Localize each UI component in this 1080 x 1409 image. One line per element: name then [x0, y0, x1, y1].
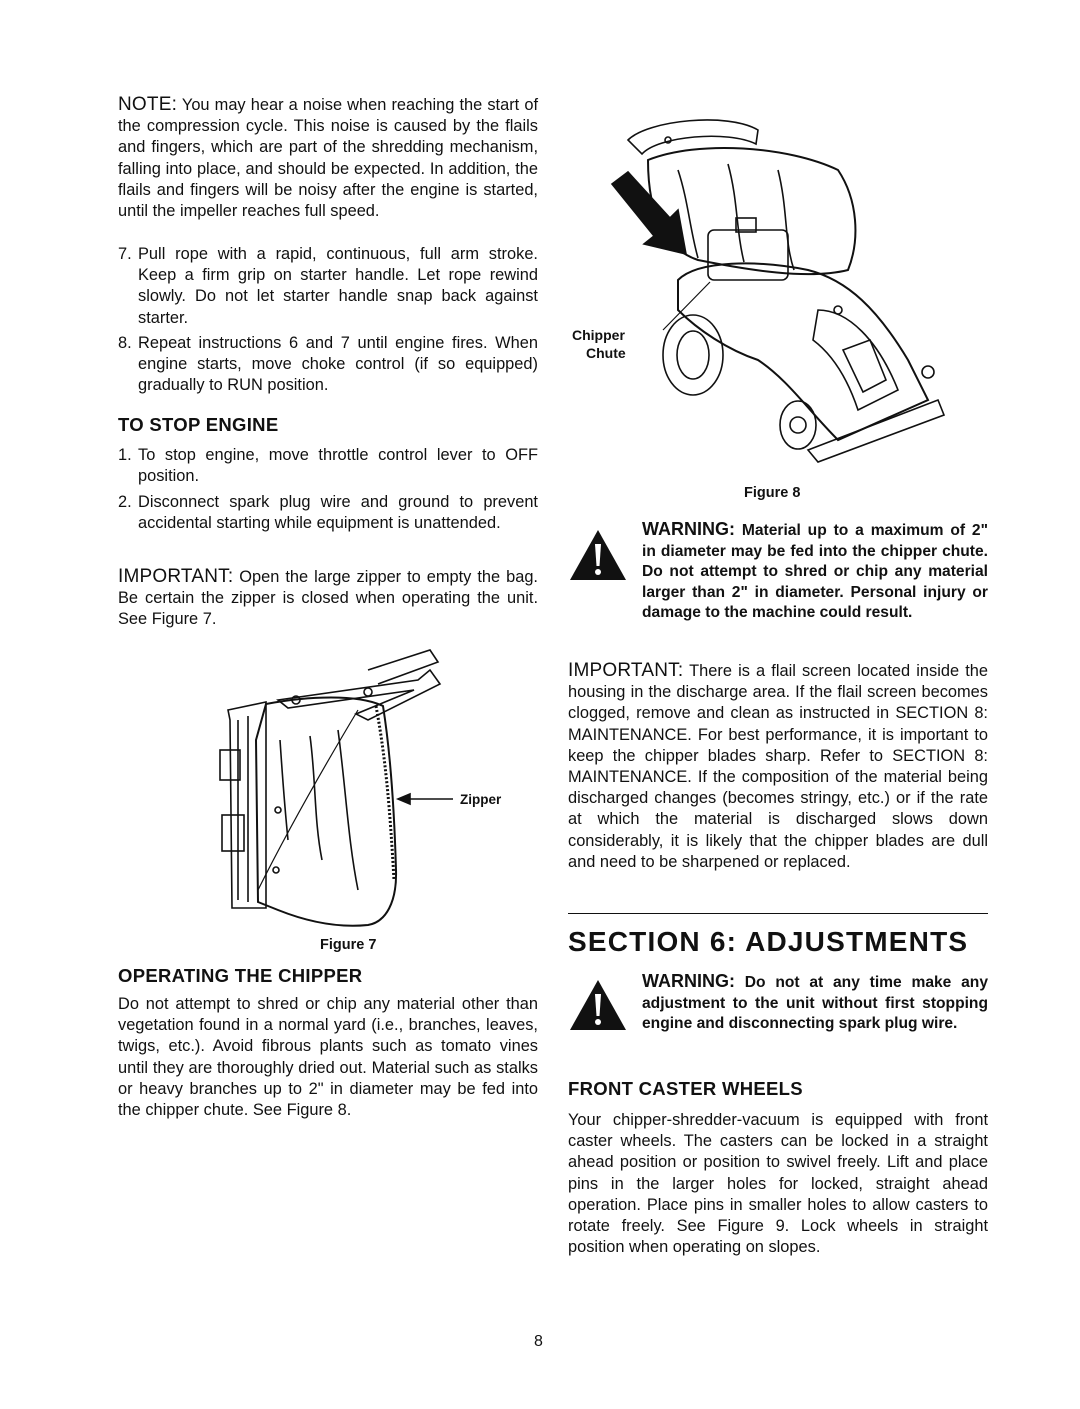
front-caster-wheels-heading: FRONT CASTER WHEELS: [568, 1078, 803, 1099]
stop-engine-heading: TO STOP ENGINE: [118, 414, 279, 435]
warning-material-size: [642, 519, 988, 624]
chipper-chute-label-line-1: Chipper: [572, 327, 625, 343]
stop-step-2: [118, 492, 538, 534]
page-number: 8: [534, 1333, 543, 1350]
section-divider: [568, 913, 988, 914]
zipper-label: Zipper: [460, 792, 502, 807]
warning-text: Do not at any time make any adjustment to the unit without first stopping engine and disconnecting spark plug wire.: [642, 974, 988, 1032]
step-number: 1.: [118, 446, 132, 464]
important-zipper-paragraph: [118, 566, 538, 631]
step-text: Repeat instructions 6 and 7 until engine fires. When engine starts, move choke control (if so equipped) gradually to RUN position.: [138, 334, 538, 395]
warning-triangle-icon: [568, 528, 628, 582]
step-number: 8.: [118, 334, 132, 352]
important-lead: IMPORTANT:: [118, 566, 234, 587]
warning-lead: WARNING:: [642, 971, 735, 991]
warning-lead: WARNING:: [642, 519, 735, 539]
figure-8-caption: Figure 8: [744, 485, 801, 501]
figure-8-chipper-illustration: [608, 110, 948, 480]
step-7: [118, 244, 538, 329]
note-lead: NOTE:: [118, 94, 178, 115]
front-caster-wheels-paragraph: Your chipper-shredder-vacuum is equipped with front caster wheels. The casters can be locked in a straight ahead position or position to swivel freely. Lift and place pins in the larger holes for locked, straight ahead operation. Place pins in smaller holes to allow casters to rotate freely. See Figure 9. Lock wheels in straight position when operating on slopes.: [568, 1111, 988, 1257]
note-text: You may hear a noise when reaching the start of the compression cycle. This noise is caused by the flails and fingers, which are part of the shredding mechanism, falling into place, and should be expected. In addition, the flails and fingers will be noisy after the engine is started, until the impeller reaches full speed.: [118, 96, 538, 221]
important-text: There is a flail screen located inside the housing in the discharge area. If the flail screen becomes clogged, remove and clean as instructed in SECTION 8: MAINTENANCE. For best performance, it is important to keep the chipper blades sharp. Refer to SECTION 8: MAINTENANCE. If the composition of the material being discharged changes (becomes stringy, etc.) or if the rate at which the material is discharged slows down considerably, it is likely that the chipper blades are dull and need to be sharpened or replaced.: [568, 662, 988, 871]
step-text: Disconnect spark plug wire and ground to prevent accidental starting while equipment is unattended.: [138, 493, 538, 533]
figure-7-caption: Figure 7: [320, 937, 377, 953]
step-number: 7.: [118, 245, 132, 263]
operating-chipper-heading: OPERATING THE CHIPPER: [118, 965, 363, 986]
important-flail-screen-paragraph: [568, 660, 988, 873]
warning-text: Material up to a maximum of 2" in diameter may be fed into the chipper chute. Do not attempt to shred or chip any material larger than 2" in diameter. Personal injury or damage to the machine could result.: [642, 522, 989, 621]
chipper-chute-label-line-2: Chute: [586, 345, 626, 361]
section-6-title: SECTION 6: ADJUSTMENTS: [568, 926, 969, 957]
warning-adjustment: [642, 971, 988, 1035]
step-text: Pull rope with a rapid, continuous, full arm stroke. Keep a firm grip on starter handle. Let rope rewind slowly. Do not let starter handle snap back against starter.: [138, 245, 538, 327]
important-text: Open the large zipper to empty the bag. Be certain the zipper is closed when operating the unit. See Figure 7.: [118, 568, 538, 629]
step-8: [118, 333, 538, 397]
important-lead: IMPORTANT:: [568, 660, 684, 681]
step-number: 2.: [118, 493, 132, 511]
note-paragraph: [118, 94, 538, 222]
operating-chipper-paragraph: Do not attempt to shred or chip any material other than vegetation found in a normal yard (i.e., branches, leaves, twigs, etc.). Avoid fibrous plants such as tomato vines until they are thoroughly dried out. Material such as stalks or heavy branches up to 2" in diameter may be fed into the chipper chute. See Figure 8.: [118, 995, 538, 1120]
stop-step-1: [118, 445, 538, 487]
step-text: To stop engine, move throttle control lever to OFF position.: [138, 446, 538, 486]
warning-triangle-icon: [568, 978, 628, 1032]
figure-7-bag-illustration: [218, 640, 528, 930]
